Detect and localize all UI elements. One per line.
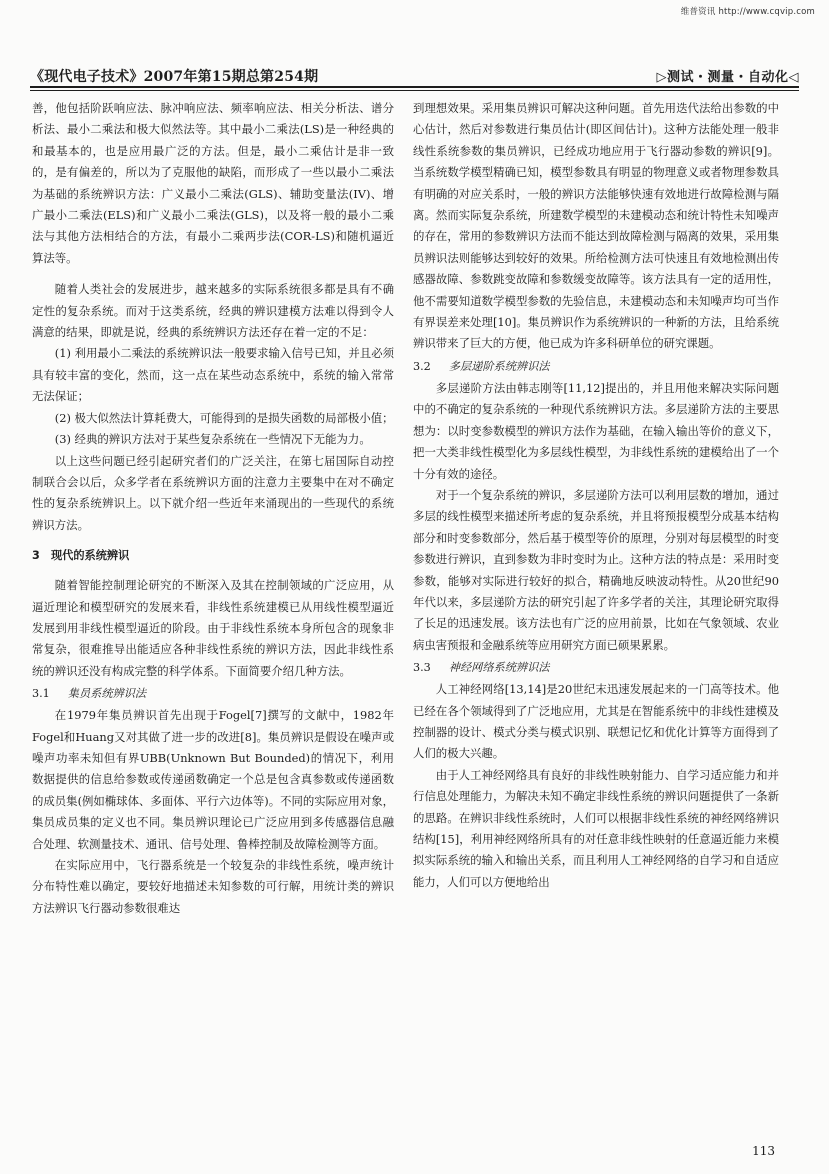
- header-divider-thin: [30, 90, 799, 91]
- subsection-number: 3.1: [32, 687, 50, 701]
- paragraph: 对于一个复杂系统的辨识，多层递阶方法可以利用层数的增加，通过多层的线性模型来描述所考虑的复杂系统，并且将预报模型分成基本结构部分和时变参数部分，然后基于模型等价的原理，分别对每层模型的时变参数进行辨识，直到参数为非时变时为止。这种方法的特点是：采用时变参数，能够对实际进行较好的拟合，精确地反映波动特性。从20世纪90年代以来，多层递阶方法的研究引起了许多学者的关注，其理论研究取得了长足的迅速发展。该方法也有广泛的应用前景，比如在气象领域、农业病虫害预报和金融系统等应用研究方面已硕果累累。: [413, 487, 779, 652]
- paragraph: 人工神经网络[13,14]是20世纪末迅速发展起来的一门高等技术。他已经在各个领域得到了广泛地应用，尤其是在智能系统中的非线性建模及控制器的设计、模式分类与模式识别、联想记忆和优化计算等方面得到了人们的极大兴趣。: [413, 682, 779, 761]
- subsection-title: 多层递阶系统辨识法: [448, 359, 550, 373]
- paragraph: (2) 极大似然法计算耗费大，可能得到的是损失函数的局部极小值；: [54, 410, 394, 425]
- paragraph: 多层递阶方法由韩志刚等[11,12]提出的，并且用他来解决实际问题中的不确定的复杂系统的一种现代系统辨识方法。多层递阶方法的主要思想为：以时变参数模型的辨识方法作为基础，在输入输出等价的意义下，把一大类非线性模型化为多层线性模型，为非线性系统的建模给出了一个十分有效的途径。: [413, 380, 779, 481]
- running-header: [30, 64, 799, 86]
- section-heading: 3 现代的系统辨识: [32, 549, 130, 563]
- paragraph: (1) 利用最小二乘法的系统辨识法一般要求输入信号已知，并且必须具有较丰富的变化，然而，这一点在某些动态系统中，系统的输入常常无法保证；: [32, 346, 394, 404]
- left-column: [32, 98, 394, 919]
- right-column: [413, 98, 779, 893]
- watermark: 维普资讯 http://www.cqvip.com: [680, 7, 815, 17]
- subsection-title: 神经网络系统辨识法: [448, 661, 550, 675]
- paragraph: 到理想效果。采用集员辨识可解决这种问题。首先用迭代法给出参数的中心估计，然后对参数进行集员估计(即区间估计)。这种方法能处理一般非线性系统参数的集员辨识，已经成功地应用于飞行器动参数的辨识[9]。当系统数学模型精确已知，模型参数具有明显的物理意义或者物理参数具有明确的对应关系时，一般的辨识方法能够快速有效地进行故障检测与隔离。然而实际复杂系统，所建数学模型的未建模动态和统计特性未知噪声的存在，常用的参数辨识方法而不能达到故障检测与隔离的效果，采用集员辨识法则能够达到较好的效果。所给检测方法可快速且有效地检测出传感器故障、参数跳变故障和参数缓变故障等。该方法具有一定的适用性，他不需要知道数学模型参数的先验信息，未建模动态和未知噪声均可当作有界误差来处理[10]。集员辨识作为系统辨识的一种新的方法，且给系统辨识带来了巨大的方便，他已成为许多科研单位的研究课题。: [413, 101, 779, 351]
- subsection-number: 3.3: [413, 661, 431, 675]
- header-divider: [30, 86, 799, 88]
- subsection-title: 集员系统辨识法: [67, 687, 147, 701]
- paragraph: (3) 经典的辨识方法对于某些复杂系统在一些情况下无能为力。: [54, 432, 371, 447]
- paragraph: 由于人工神经网络具有良好的非线性映射能力、自学习适应能力和并行信息处理能力，为解决未知不确定非线性系统的辨识问题提供了一条新的思路。在辨识非线性系统时，人们可以根据非线性系统的神经网络辨识结构[15]，利用神经网络所具有的对任意非线性映射的任意逼近能力来模拟实际系统的输入和输出关系，而且利用人工神经网络的自学习和自适应能力，人们可以方便地给出: [413, 767, 779, 889]
- subsection-heading: [413, 658, 779, 678]
- subsection-heading: [413, 357, 779, 377]
- page-number: 113: [752, 1144, 775, 1158]
- journal-issue-title: 《现代电子技术》2007年第15期总第254期: [30, 69, 319, 85]
- paragraph: 在1979年集员辨识首先出现于Fogel[7]撰写的文献中，1982年Fogel和Huang又对其做了进一步的改进[8]。集员辨识是假设在噪声或噪声功率未知但有界UBB(Unknown But Bounded)的情况下，利用数据提供的信息给参数或传递函数确定一个总是包含真参数或传递函数的成员集(例如椭球体、多面体、平行六边体等)。不同的实际应用对象，集员成员集的定义也不同。集员辨识理论已广泛应用到多传感器信息融合处理、软测量技术、通讯、信号处理、鲁棒控制及故障检测等方面。: [32, 708, 394, 851]
- paragraph: 善，他包括阶跃响应法、脉冲响应法、频率响应法、相关分析法、谱分析法、最小二乘法和极大似然法等。其中最小二乘法(LS)是一种经典的和最基本的，也是应用最广泛的方法。但是，最小二乘估计是非一致的，是有偏差的，所以为了克服他的缺陷，而形成了一些以最小二乘法为基础的系统辨识方法：广义最小二乘法(GLS)、辅助变量法(IV)、增广最小二乘法(ELS)和广义最小二乘法(GLS)，以及将一般的最小二乘法与其他方法相结合的方法，有最小二乘两步法(COR-LS)和随机逼近算法等。: [32, 101, 394, 265]
- section-label: ▷测试・测量・自动化◁: [656, 70, 799, 85]
- paragraph: 随着人类社会的发展进步，越来越多的实际系统很多都是具有不确定性的复杂系统。而对于这类系统，经典的辨识建模方法难以得到令人满意的结果，即就是说，经典的系统辨识方法还存在着一定的不足：: [32, 282, 394, 340]
- paragraph: 在实际应用中，飞行器系统是一个较复杂的非线性系统，噪声统计分布特性难以确定，要较好地描述未知参数的可行解，用统计类的辨识方法辨识飞行器动参数很难达: [32, 858, 394, 915]
- subsection-number: 3.2: [413, 359, 431, 373]
- paragraph: 以上这些问题已经引起研究者们的广泛关注，在第七届国际自动控制联合会以后，众多学者在系统辨识方面的注意力主要集中在对不确定性的复杂系统辨识上。以下就介绍一些近年来涌现出的一些现代的系统辨识方法。: [32, 453, 394, 532]
- subsection-heading: [32, 684, 394, 704]
- paragraph: 随着智能控制理论研究的不断深入及其在控制领域的广泛应用，从逼近理论和模型研究的发展来看，非线性系统建模已从用线性模型逼近发展到用非线性模型逼近的阶段。由于非线性系统本身所包含的现象非常复杂，很难推导出能适应各种非线性系统的辨识方法，因此非线性系统的辨识还没有构成完整的科学体系。下面简要介绍几种方法。: [32, 578, 394, 678]
